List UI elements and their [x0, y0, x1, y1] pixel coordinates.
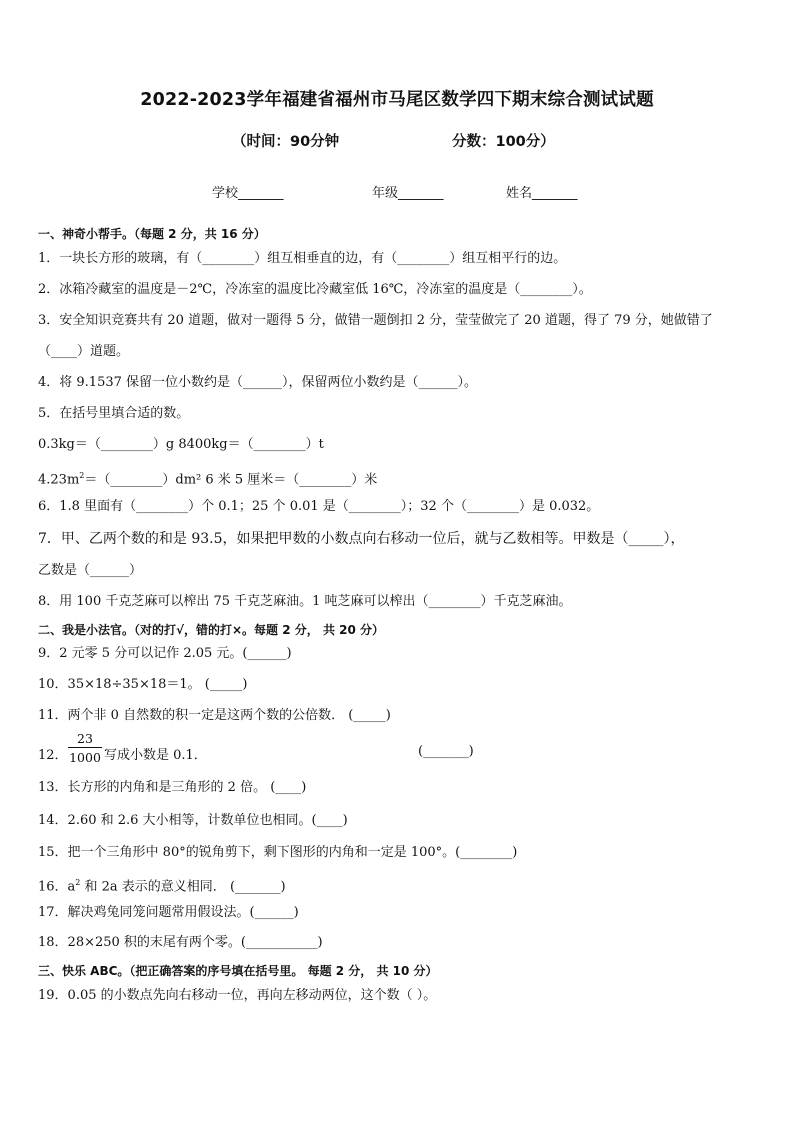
q5b-superscript: 2 — [79, 471, 85, 480]
question-2: 2．冰箱冷藏室的温度是－2℃，冷冻室的温度比冷藏室低 16℃，冷冻室的温度是（________）。 — [38, 282, 592, 297]
name-field[interactable]: 姓名_______ — [506, 186, 578, 201]
question-12-fraction — [68, 731, 102, 765]
q5b-suffix: ＝（________）dm² 6 米 5 厘米＝（________）米 — [84, 472, 378, 488]
school-field[interactable]: 学校_______ — [212, 186, 284, 201]
fraction-numerator: 23 — [68, 731, 102, 748]
question-6: 6．1.8 里面有（________）个 0.1；25 个 0.01 是（________）；32 个（________）是 0.032。 — [38, 499, 600, 514]
section-3-heading: 三、快乐 ABC。（把正确答案的序号填在括号里。 每题 2 分， 共 10 分） — [38, 964, 438, 978]
question-12-answer: (_______) — [418, 744, 474, 759]
question-3-line-2: （____）道题。 — [38, 344, 130, 359]
question-12-text: 写成小数是 0.1． — [104, 748, 207, 763]
section-1-heading: 一、神奇小帮手。（每题 2 分，共 16 分） — [38, 227, 266, 241]
question-3-line-1: 3．安全知识竞赛共有 20 道题，做对一题得 5 分，做错一题倒扣 2 分，莹莹做完了 20 道题，得了 79 分，她做错了 — [38, 313, 713, 328]
q5b-prefix: 4.23m — [38, 472, 80, 488]
question-9: 9．2 元零 5 分可以记作 2.05 元。(______) — [38, 646, 292, 661]
question-19: 19．0.05 的小数点先向右移动一位，再向左移动两位，这个数（ ）。 — [38, 988, 437, 1003]
question-8: 8．用 100 千克芝麻可以榨出 75 千克芝麻油。1 吨芝麻可以榨出（________）千克芝麻油。 — [38, 594, 572, 609]
question-1: 1．一块长方形的玻璃，有（________）组互相垂直的边，有（________）组互相平行的边。 — [38, 251, 567, 266]
question-15: 15．把一个三角形中 80°的锐角剪下，剩下图形的内角和一定是 100°。(________) — [38, 845, 518, 860]
question-18: 18．28×250 积的末尾有两个零。(___________) — [38, 935, 323, 950]
section-2-heading: 二、我是小法官。（对的打√，错的打×。每题 2 分， 共 20 分） — [38, 623, 384, 637]
question-16 — [38, 875, 286, 895]
question-12-number: 12． — [38, 748, 68, 763]
question-17: 17．解决鸡兔同笼问题常用假设法。(______) — [38, 905, 299, 920]
question-10: 10．35×18÷35×18＝1。 (_____) — [38, 677, 248, 692]
question-5: 5．在括号里填合适的数。 — [38, 406, 190, 421]
question-7-line-1: 7．甲、乙两个数的和是 93.5，如果把甲数的小数点向右移动一位后，就与乙数相等。甲数是（_____）， — [38, 531, 685, 547]
q16-superscript: 2 — [75, 878, 81, 887]
grade-field[interactable]: 年级_______ — [372, 186, 444, 201]
exam-time: （时间：90分钟 — [232, 134, 340, 150]
question-5-row-1: 0.3kg＝（________）g 8400kg＝（________）t — [38, 437, 324, 452]
q16-prefix: 16．a — [38, 879, 76, 895]
question-5-row-2 — [38, 468, 377, 488]
question-4: 4．将 9.1537 保留一位小数约是（______），保留两位小数约是（______）。 — [38, 375, 478, 390]
exam-score: 分数：100分） — [452, 134, 555, 150]
question-7-line-2: 乙数是（______） — [38, 563, 143, 578]
question-11: 11．两个非 0 自然数的积一定是这两个数的公倍数． (_____) — [38, 708, 391, 723]
question-13: 13．长方形的内角和是三角形的 2 倍。 (____) — [38, 780, 307, 795]
fraction-denominator: 1000 — [69, 750, 101, 765]
page-title: 2022-2023学年福建省福州市马尾区数学四下期末综合测试试题 — [140, 90, 654, 110]
q16-suffix: 和 2a 表示的意义相同． (_______) — [80, 879, 286, 895]
question-14: 14．2.60 和 2.6 大小相等，计数单位也相同。(____) — [38, 813, 348, 828]
